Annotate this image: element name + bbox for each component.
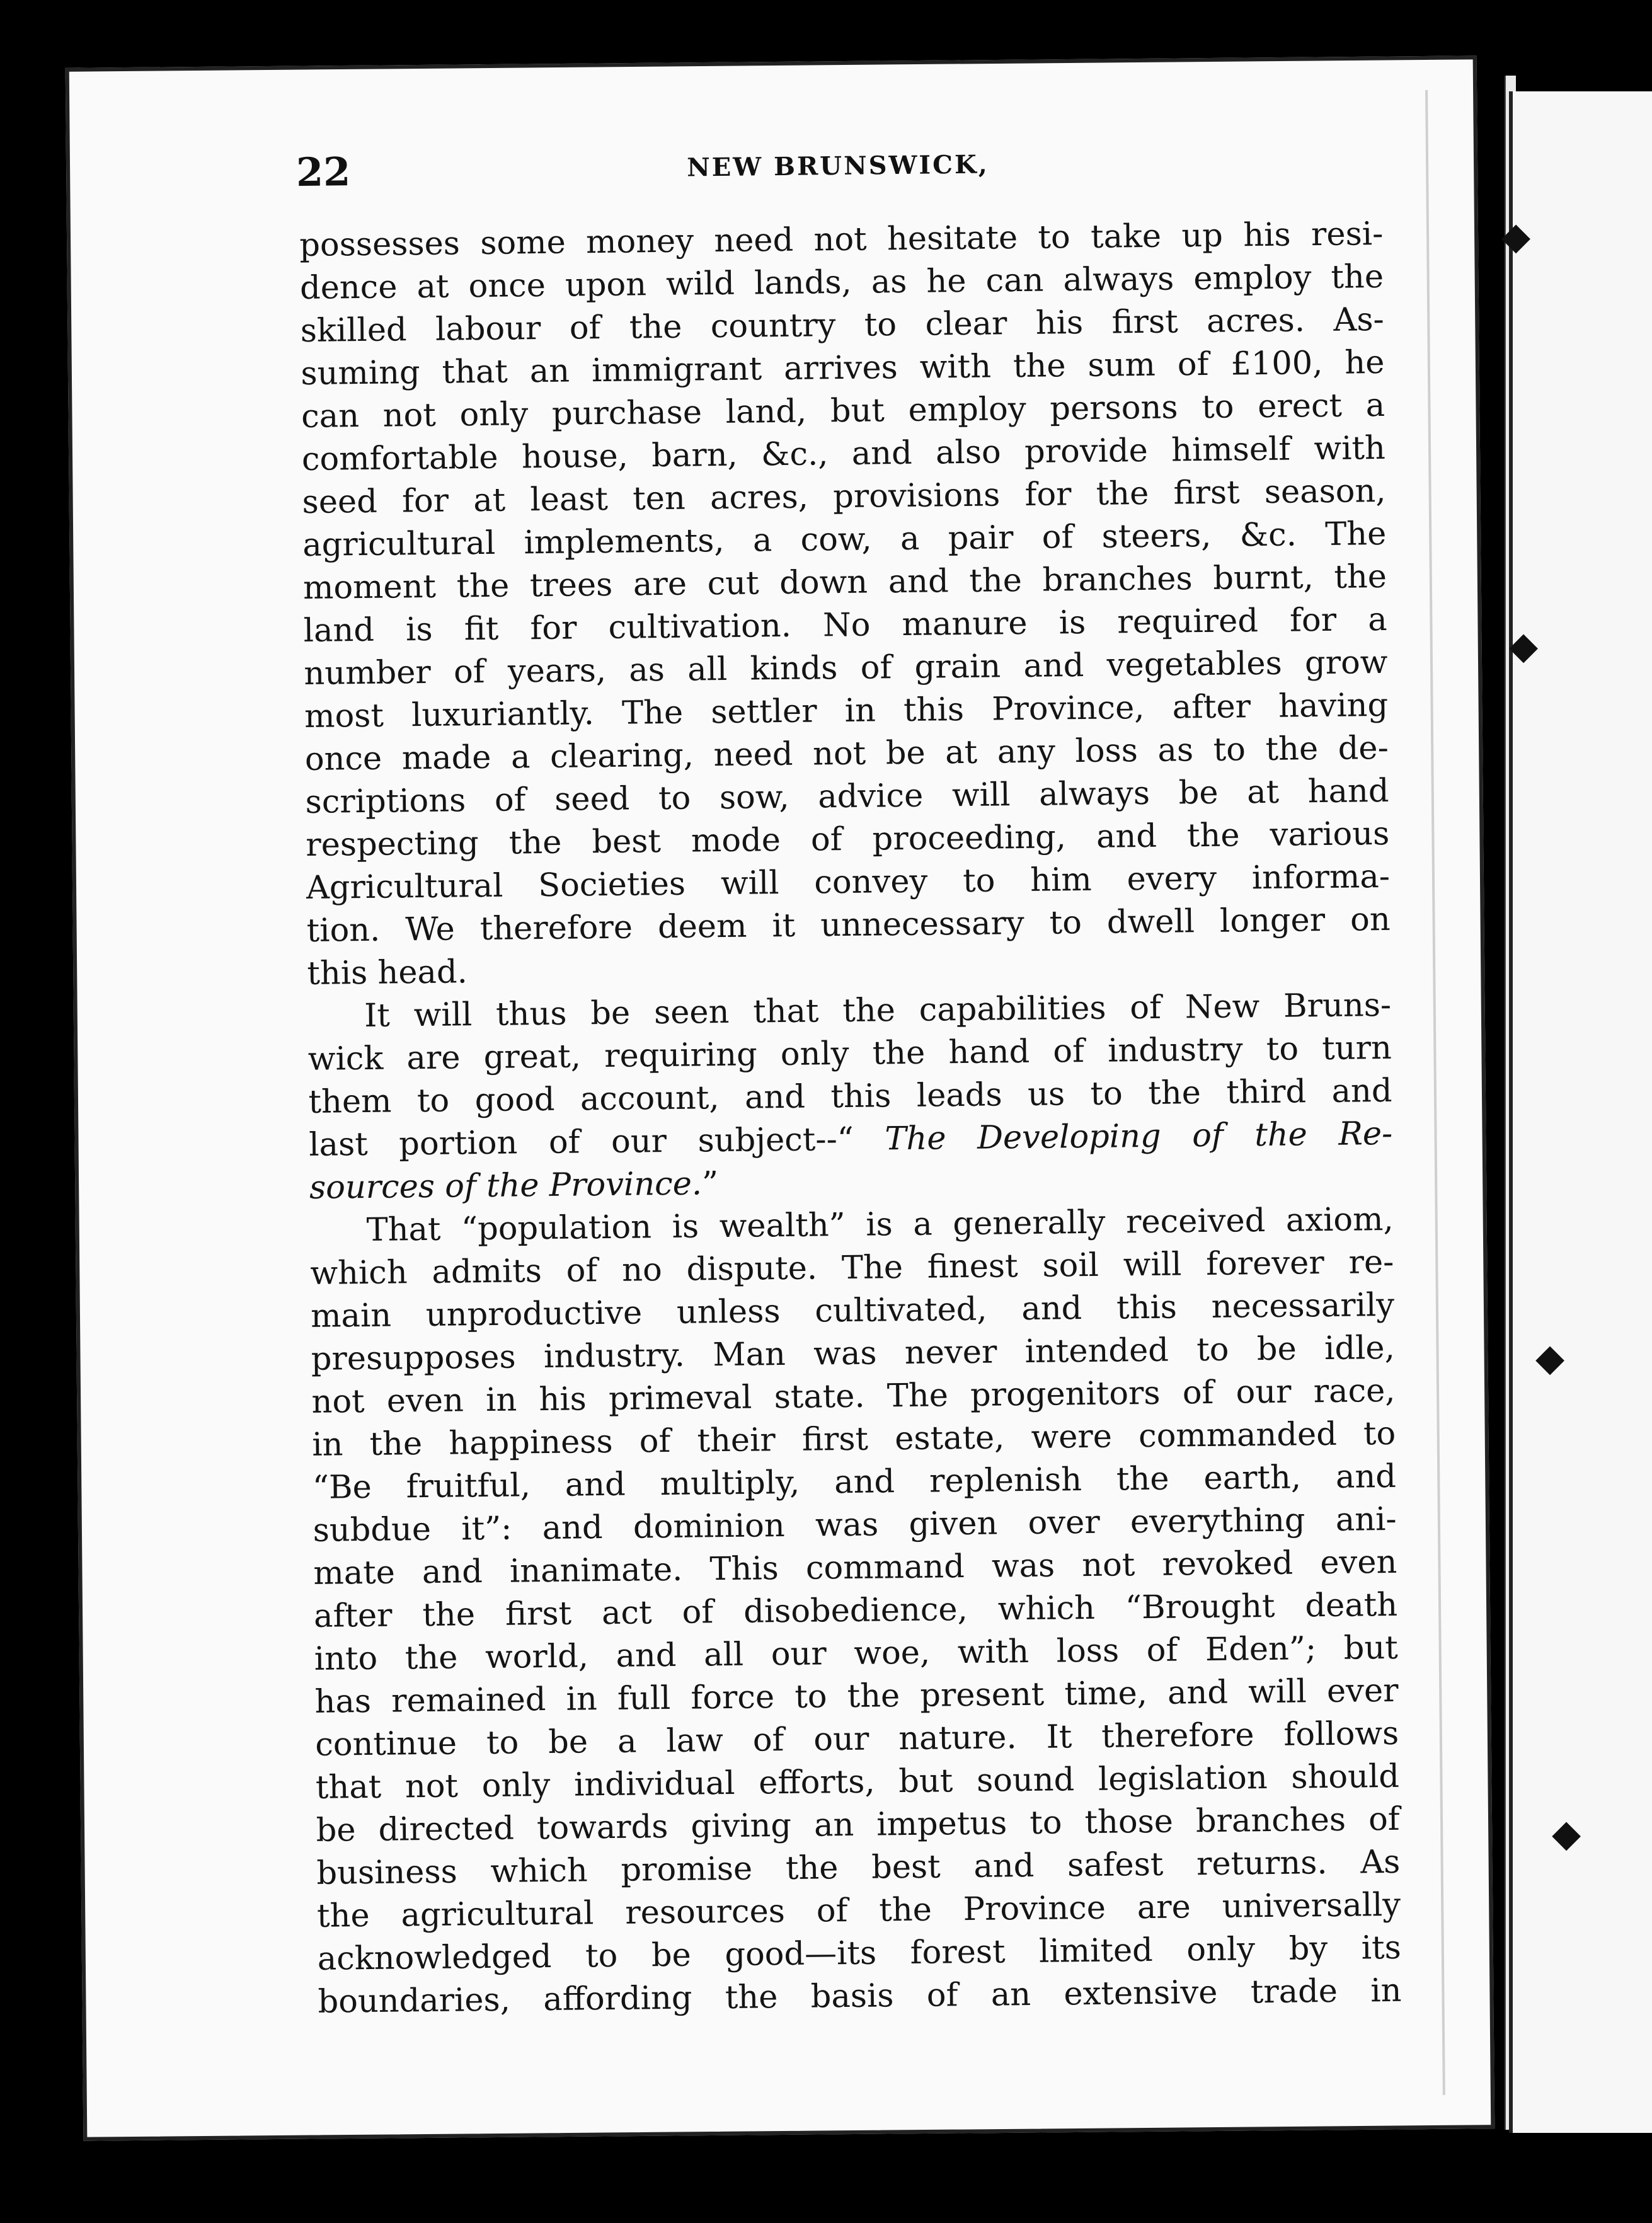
text-line: “Be fruitful, and multiply, and replenish the earth, and bbox=[312, 1457, 1397, 1507]
text-line: seed for at least ten acres, provisions for the first season, bbox=[302, 472, 1386, 521]
text-line: has remained in full force to the present time, and will ever bbox=[314, 1672, 1399, 1721]
text-line: this head. bbox=[307, 953, 468, 992]
page-number: 22 bbox=[295, 149, 351, 196]
text-line: comfortable house, barn, &c., and also provide himself with bbox=[301, 429, 1386, 478]
binding-mark-icon: ◆ bbox=[1535, 1336, 1565, 1380]
text-line: Agricultural Societies will convey to him every informa- bbox=[306, 858, 1391, 907]
text-line: the agricultural resources of the Province are universally bbox=[316, 1886, 1401, 1935]
text-line: them to good account, and this leads us to the third and bbox=[308, 1072, 1392, 1121]
text-line: subdue it”: and dominion was given over everything ani- bbox=[313, 1500, 1397, 1549]
text-line: into the world, and all our woe, with loss of Eden”; but bbox=[314, 1629, 1399, 1678]
text-line: suming that an immigrant arrives with the sum of £100, he bbox=[301, 343, 1385, 393]
text-line: moment the trees are cut down and the branches burnt, the bbox=[302, 558, 1387, 607]
text-line: business which promise the best and safest returns. As bbox=[316, 1843, 1401, 1892]
text-line: agricultural implements, a cow, a pair of steers, &c. The bbox=[302, 515, 1387, 564]
text-line: land is fit for cultivation. No manure is required for a bbox=[303, 600, 1387, 650]
text-line: respecting the best mode of proceeding, and the various bbox=[306, 815, 1390, 864]
italic-title: The Developing of the Re- bbox=[885, 1115, 1393, 1158]
text-line: acknowledged to be good—its forest limited only by its bbox=[317, 1929, 1402, 1978]
italic-title: sources of the Province. bbox=[309, 1165, 703, 1207]
text-line: That “population is wealth” is a generally received axiom, bbox=[366, 1200, 1394, 1249]
binding-mark-icon: ◆ bbox=[1509, 624, 1539, 668]
running-head: NEW BRUNSWICK, bbox=[686, 149, 989, 183]
text-fragment: ” bbox=[701, 1165, 719, 1203]
body-text bbox=[299, 213, 1402, 2024]
text-line: main unproductive unless cultivated, and this necessarily bbox=[310, 1286, 1395, 1335]
text-line: skilled labour of the country to clear his first acres. As- bbox=[300, 301, 1384, 350]
text-line: possesses some money need not hesitate to take up his resi- bbox=[299, 215, 1384, 264]
text-line: once made a clearing, need not be at any loss as to the de- bbox=[304, 729, 1389, 778]
text-line: continue to be a law of our nature. It therefore follows bbox=[314, 1715, 1399, 1764]
text-line: in the happiness of their first estate, were commanded to bbox=[311, 1415, 1396, 1464]
text-line: most luxuriantly. The settler in this Province, after having bbox=[304, 686, 1389, 735]
text-line: not even in his primeval state. The progenitors of our race, bbox=[311, 1372, 1396, 1421]
text-line: be directed towards giving an impetus to those branches of bbox=[316, 1800, 1400, 1849]
text-line: can not only purchase land, but employ persons to erect a bbox=[301, 386, 1385, 435]
text-line: dence at once upon wild lands, as he can always employ the bbox=[299, 258, 1384, 307]
text-line: presupposes industry. Man was never intended to be idle, bbox=[311, 1329, 1396, 1378]
text-line: mate and inanimate. This command was not revoked even bbox=[313, 1543, 1397, 1592]
text-line: after the first act of disobedience, which “Brought death bbox=[313, 1586, 1398, 1635]
text-line: scriptions of seed to sow, advice will always be at hand bbox=[305, 772, 1389, 821]
text-line: tion. We therefore deem it unnecessary to dwell longer on bbox=[306, 900, 1391, 950]
text-line: that not only individual efforts, but sound legislation should bbox=[315, 1757, 1400, 1807]
text-line: wick are great, requiring only the hand of industry to turn bbox=[307, 1029, 1392, 1078]
text-line: It will thus be seen that the capabilities of New Bruns- bbox=[364, 986, 1392, 1035]
binding-mark-icon: ◆ bbox=[1501, 214, 1531, 258]
text-fragment: last portion of our subject--“ bbox=[308, 1120, 854, 1164]
text-line: which admits of no dispute. The finest soil will forever re- bbox=[310, 1243, 1394, 1292]
text-line: number of years, as all kinds of grain and vegetables grow bbox=[304, 643, 1388, 692]
text-line: boundaries, affording the basis of an extensive trade in bbox=[318, 1972, 1402, 2021]
binding-mark-icon: ◆ bbox=[1552, 1812, 1581, 1856]
